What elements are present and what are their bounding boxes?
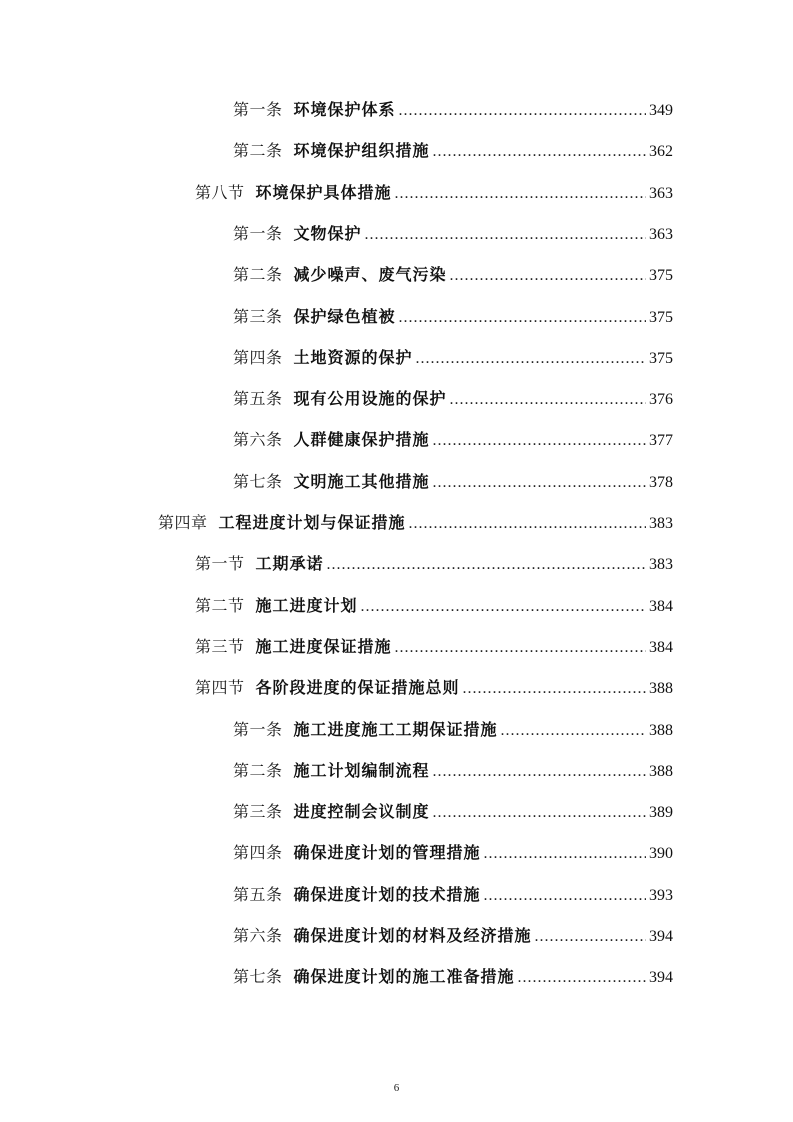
toc-entry-title: 现有公用设施的保护 [293, 389, 447, 409]
dot-leader [409, 510, 646, 538]
dot-leader [535, 923, 646, 951]
toc-entry-title: 施工进度计划 [255, 595, 358, 615]
toc-entry-title: 环境保护体系 [293, 100, 396, 119]
toc-entry[interactable] [233, 757, 673, 785]
toc-entry-title: 工期承诺 [255, 554, 324, 574]
toc-entry[interactable] [233, 881, 673, 909]
dot-leader [395, 634, 646, 662]
toc-entry-title: 各阶段进度的保证措施总则 [255, 678, 460, 698]
dot-leader [399, 304, 646, 332]
toc-entry-title: 确保进度计划的技术措施 [293, 884, 481, 904]
toc-entry-number: 第二节 [195, 595, 245, 615]
dot-leader [365, 221, 646, 249]
toc-entry-page: 383 [649, 556, 673, 574]
dot-leader [433, 799, 646, 827]
toc-entry-page: 394 [649, 969, 673, 987]
toc-entry-title: 减少噪声、废气污染 [293, 265, 447, 285]
toc-entry-title: 施工进度施工工期保证措施 [293, 719, 498, 739]
toc-entry[interactable] [233, 839, 673, 867]
toc-entry-number: 第一条 [233, 223, 283, 243]
dot-leader [501, 717, 646, 745]
toc-entry[interactable] [233, 385, 673, 413]
toc-entry-page: 388 [649, 721, 673, 739]
dot-leader [433, 138, 646, 166]
toc-entry-title: 文明施工其他措施 [293, 471, 430, 491]
dot-leader [433, 758, 646, 786]
toc-entry-number: 第五条 [233, 389, 283, 409]
toc-entry[interactable] [233, 716, 673, 744]
toc-entry-page: 377 [649, 432, 673, 450]
dot-leader [463, 675, 646, 703]
dot-leader [327, 551, 646, 579]
toc-entry-title: 确保进度计划的施工准备措施 [293, 967, 515, 987]
dot-leader [399, 97, 646, 125]
dot-leader [395, 180, 646, 208]
toc-entry-page: 384 [649, 638, 673, 656]
toc-entry-title: 人群健康保护措施 [293, 430, 430, 450]
toc-entry-title: 施工计划编制流程 [293, 760, 430, 780]
toc-entry-page: 349 [649, 102, 673, 119]
toc-entry[interactable] [195, 179, 673, 207]
toc-entry-title: 进度控制会议制度 [293, 802, 430, 822]
toc-entry-number: 第二条 [233, 141, 283, 161]
dot-leader [450, 386, 646, 414]
toc-entry-number: 第四条 [233, 843, 283, 863]
toc-entry[interactable] [233, 798, 673, 826]
toc-entry[interactable] [195, 592, 673, 620]
toc-entry-number: 第四条 [233, 347, 283, 367]
toc-entry-page: 362 [649, 143, 673, 161]
page-number: 6 [393, 1082, 400, 1094]
toc-entry-page: 375 [649, 267, 673, 285]
toc-entry-number: 第八节 [195, 182, 245, 202]
toc-entry-number: 第三节 [195, 636, 245, 656]
toc-entry-page: 378 [649, 473, 673, 491]
toc-entry-page: 375 [649, 349, 673, 367]
toc-entry-page: 393 [649, 886, 673, 904]
toc-entry-number: 第二条 [233, 265, 283, 285]
dot-leader [361, 593, 646, 621]
toc-entry[interactable] [233, 963, 673, 991]
toc-entry-title: 环境保护具体措施 [255, 182, 392, 202]
toc-entry-number: 第一条 [233, 719, 283, 739]
dot-leader [450, 262, 646, 290]
dot-leader [433, 469, 646, 497]
toc-entry-number: 第三条 [233, 306, 283, 326]
toc-entry-number: 第七条 [233, 967, 283, 987]
toc-entry-number: 第二条 [233, 760, 283, 780]
dot-leader [518, 964, 646, 992]
toc-entry-number: 第一节 [195, 554, 245, 574]
toc-entry-number: 第五条 [233, 884, 283, 904]
toc-entry-title: 文物保护 [293, 223, 362, 243]
dot-leader [484, 840, 646, 868]
dot-leader [416, 345, 646, 373]
toc-entry[interactable] [233, 303, 673, 331]
dot-leader [484, 882, 646, 910]
toc-entry-page: 376 [649, 391, 673, 409]
toc-entry[interactable] [195, 633, 673, 661]
toc-entry-number: 第一条 [233, 100, 283, 119]
toc-entry-page: 384 [649, 597, 673, 615]
toc-entry[interactable] [233, 261, 673, 289]
toc-entry-title: 施工进度保证措施 [255, 636, 392, 656]
toc-entry[interactable] [233, 137, 673, 165]
toc-entry-page: 390 [649, 845, 673, 863]
toc-entry-page: 363 [649, 184, 673, 202]
toc-entry-page: 394 [649, 928, 673, 945]
toc-entry-page: 383 [649, 515, 673, 532]
toc-entry-number: 第六条 [233, 430, 283, 450]
toc-entry-page: 388 [649, 680, 673, 698]
toc-entry[interactable] [195, 550, 673, 578]
toc-entry[interactable] [195, 674, 673, 702]
toc-entry-number: 第四章 [158, 513, 208, 532]
toc-entry-number: 第六条 [233, 926, 283, 945]
toc-entry-title: 确保进度计划的材料及经济措施 [293, 926, 532, 945]
toc-entry-number: 第四节 [195, 678, 245, 698]
toc-entry[interactable] [233, 220, 673, 248]
toc-entry-number: 第三条 [233, 802, 283, 822]
toc-entry-page: 388 [649, 762, 673, 780]
dot-leader [433, 427, 646, 455]
toc-entry-title: 工程进度计划与保证措施 [218, 513, 406, 532]
toc-entry-title: 环境保护组织措施 [293, 141, 430, 161]
toc-entry-title: 土地资源的保护 [293, 347, 413, 367]
toc-entry[interactable] [233, 96, 673, 124]
toc-entry[interactable] [158, 509, 673, 537]
toc-entry[interactable] [233, 922, 673, 950]
toc-entry-page: 375 [649, 308, 673, 326]
toc-entry[interactable] [233, 426, 673, 454]
toc-entry-page: 363 [649, 225, 673, 243]
toc-entry-number: 第七条 [233, 471, 283, 491]
toc-entry-title: 确保进度计划的管理措施 [293, 843, 481, 863]
toc-entry-page: 389 [649, 804, 673, 822]
toc-entry[interactable] [233, 468, 673, 496]
toc-entry[interactable] [233, 344, 673, 372]
toc-entry-title: 保护绿色植被 [293, 306, 396, 326]
